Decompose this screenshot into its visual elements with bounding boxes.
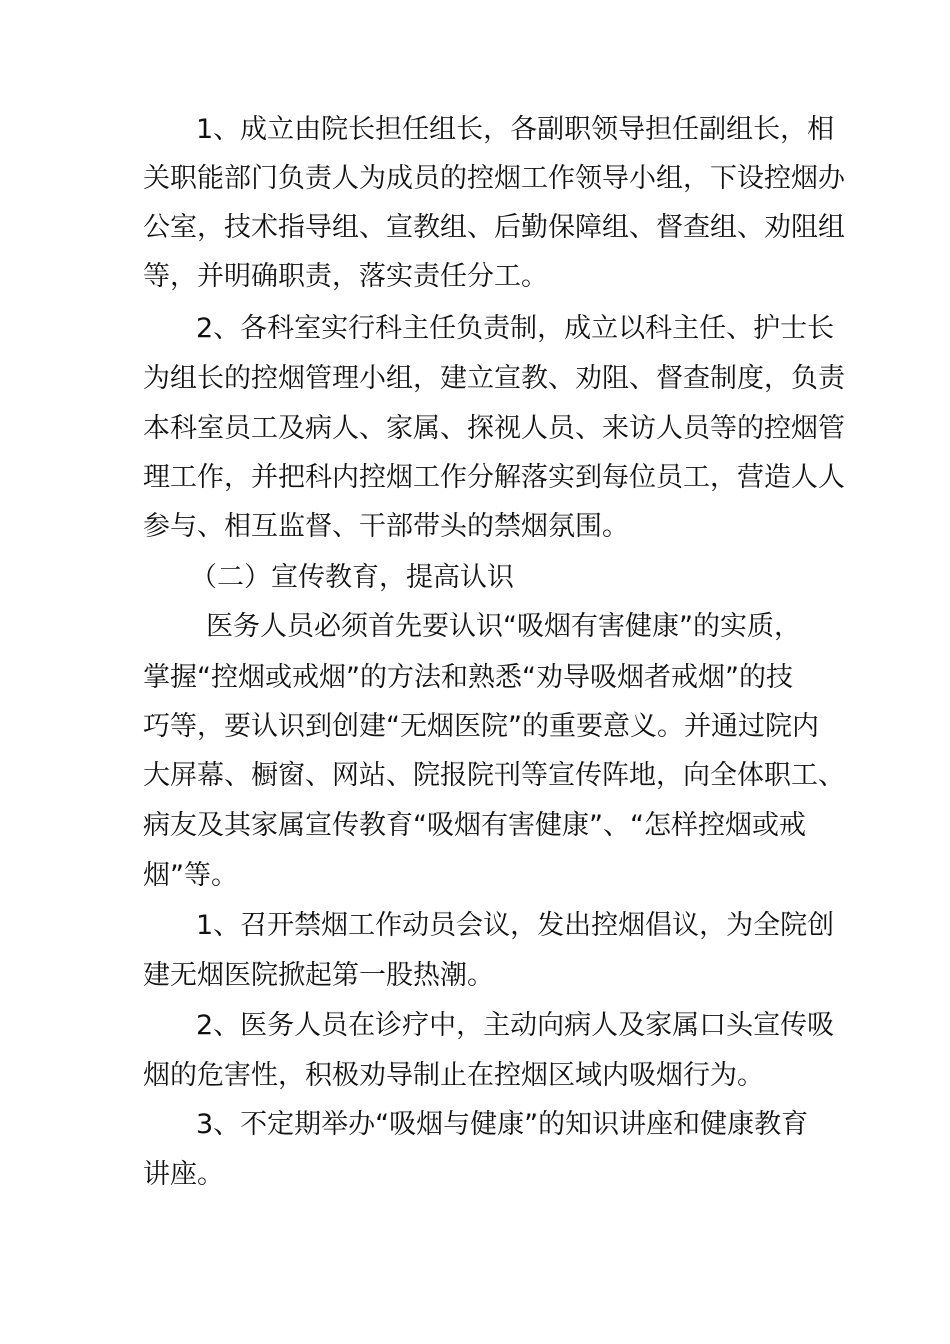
paragraph-1-line-3: 公室，技术指导组、宣教组、后勤保障组、督查组、劝阻组 <box>143 212 845 243</box>
paragraph-2-line-3: 本科室员工及病人、家属、探视人员、来访人员等的控烟管 <box>143 413 845 444</box>
paragraph-3-line-5: 病友及其家属宣传教育“吸烟有害健康”、“怎样控烟或戒 <box>143 810 806 841</box>
paragraph-3-line-4: 大屏幕、橱窗、网站、院报院刊等宣传阵地，向全体职工、 <box>143 760 845 791</box>
paragraph-2-line-2: 为组长的控烟管理小组，建立宣教、劝阻、督查制度，负责 <box>143 363 845 394</box>
paragraph-5-line-1: 2、医务人员在诊疗中，主动向病人及家属口头宣传吸 <box>196 1010 835 1041</box>
section-heading: （二）宣传教育，提高认识 <box>190 562 514 593</box>
paragraph-1-line-4: 等，并明确职责，落实责任分工。 <box>143 261 548 292</box>
paragraph-2-line-4: 理工作，并把科内控烟工作分解落实到每位员工，营造人人 <box>143 462 845 493</box>
paragraph-2-line-5: 参与、相互监督、干部带头的禁烟氛围。 <box>143 511 629 542</box>
paragraph-6-line-1: 3、不定期举办“吸烟与健康”的知识讲座和健康教育 <box>196 1109 809 1140</box>
paragraph-6-line-2: 讲座。 <box>143 1159 224 1190</box>
paragraph-2-line-1: 2、各科室实行科主任负责制，成立以科主任、护士长 <box>196 313 835 344</box>
paragraph-5-line-2: 烟的危害性，积极劝导制止在控烟区域内吸烟行为。 <box>143 1060 764 1091</box>
paragraph-3-line-2: 掌握“控烟或戒烟”的方法和熟悉“劝导吸烟者戒烟”的技 <box>143 662 793 693</box>
paragraph-3-line-6: 烟”等。 <box>143 860 238 891</box>
paragraph-4-line-2: 建无烟医院掀起第一股热潮。 <box>143 960 494 991</box>
paragraph-1-line-1: 1、成立由院长担任组长，各副职领导担任副组长，相 <box>196 114 835 145</box>
paragraph-4-line-1: 1、召开禁烟工作动员会议，发出控烟倡议，为全院创 <box>196 910 835 941</box>
paragraph-3-line-3: 巧等，要认识到创建“无烟医院”的重要意义。并通过院内 <box>143 711 819 742</box>
paragraph-1-line-2: 关职能部门负责人为成员的控烟工作领导小组，下设控烟办 <box>143 163 845 194</box>
paragraph-3-line-1: 医务人员必须首先要认识“吸烟有害健康”的实质， <box>206 611 801 642</box>
